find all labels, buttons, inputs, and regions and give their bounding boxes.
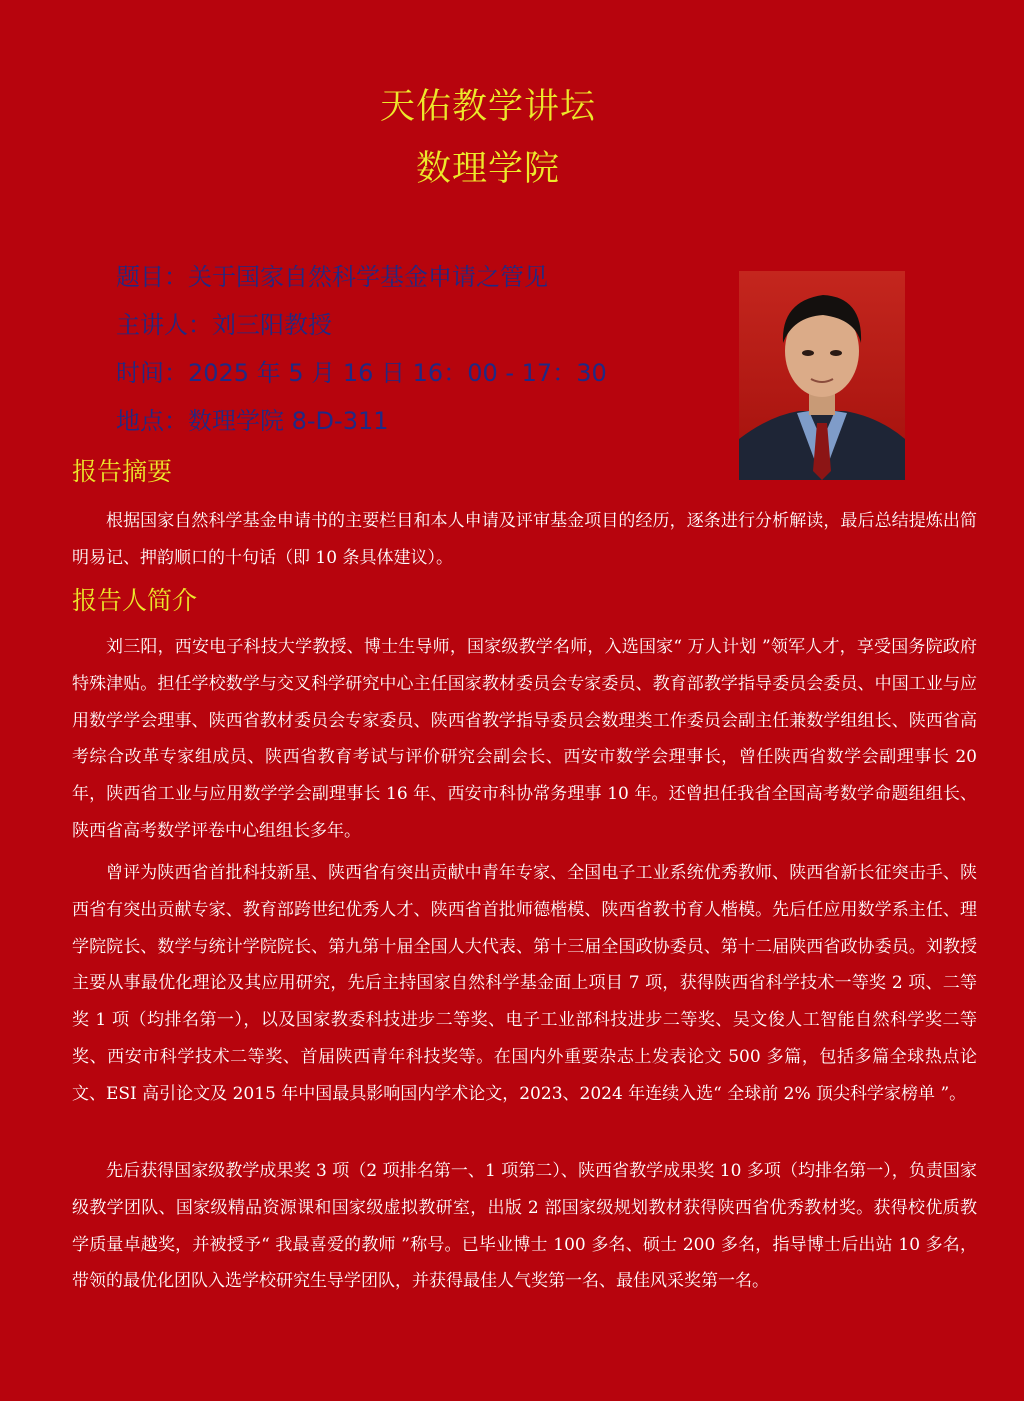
abstract-text: 根据国家自然科学基金申请书的主要栏目和本人申请及评审基金项目的经历，逐条进行分析解读，最后总结提炼出简明易记、押韵顺口的十句话（即 10 条具体建议）。 [72, 511, 977, 568]
bio-paragraph: 刘三阳，西安电子科技大学教授、博士生导师，国家级教学名师，入选国家“ 万人计划 ”领军人才，享受国务院政府特殊津贴。担任学校数学与交叉科学研究中心主任国家教材委员会专家委员、教育部教学指导委员会委员、中国工业与应用数学学会理事、陕西省教材委员会专家委员、陕西省教学指导委员会数理类工作委员会副主任兼数学组组长、陕西省高考综合改革专家组成员、陕西省教育考试与评价研究会副会长、西安市数学会理事长，曾任陕西省数学会副理事长 20 年，陕西省工业与应用数学学会副理事长 16 年、西安市科协常务理事 10 年。还曾担任我省全国高考数学命题组组长、陕西省高考数学评卷中心组组长多年。 [72, 637, 977, 841]
lecture-topic: 题目：关于国家自然科学基金申请之管见 [116, 263, 548, 291]
bio-heading: 报告人简介 [72, 586, 198, 615]
lecture-speaker: 主讲人：刘三阳教授 [116, 311, 332, 339]
page-subtitle: 数理学院 [415, 149, 560, 189]
page-title: 天佑教学讲坛 [379, 87, 596, 127]
lecture-location: 地点：数理学院 8-D-311 [116, 407, 389, 435]
abstract-heading: 报告摘要 [72, 457, 173, 486]
lecture-time: 时间：2025 年 5 月 16 日 16：00 - 17：30 [116, 359, 607, 387]
bio-paragraph: 曾评为陕西省首批科技新星、陕西省有突出贡献中青年专家、全国电子工业系统优秀教师、陕西省新长征突击手、陕西省有突出贡献专家、教育部跨世纪优秀人才、陕西省首批师德楷模、陕西省教书育人楷模。先后任应用数学系主任、理学院院长、数学与统计学院院长、第九第十届全国人大代表、第十三届全国政协委员、第十二届陕西省政协委员。刘教授主要从事最优化理论及其应用研究，先后主持国家自然科学基金面上项目 7 项，获得陕西省科学技术一等奖 2 项、二等奖 1 项（均排名第一），以及国家教委科技进步二等奖、电子工业部科技进步二等奖、吴文俊人工智能自然科学奖二等奖、西安市科学技术二等奖、首届陕西青年科技奖等。在国内外重要杂志上发表论文 500 多篇，包括多篇全球热点论文、ESI 高引论文及 2015 年中国最具影响国内学术论文，2023、2024 年连续入选“ 全球前 2% 顶尖科学家榜单 ”。 [72, 863, 977, 1104]
bio-paragraph: 先后获得国家级教学成果奖 3 项（2 项排名第一、1 项第二）、陕西省教学成果奖 10 多项（均排名第一），负责国家级教学团队、国家级精品资源课和国家级虚拟教研室，出版 2 部国家级规划教材获得陕西省优秀教材奖。获得校优质教学质量卓越奖，并被授予“ 我最喜爱的教师 ”称号。已毕业博士 100 多名、硕士 200 多名，指导博士后出站 10 多名，带领的最优化团队入选学校研究生导学团队，并获得最佳人气奖第一名、最佳风采奖第一名。 [72, 1161, 977, 1292]
speaker-photo [739, 271, 905, 480]
